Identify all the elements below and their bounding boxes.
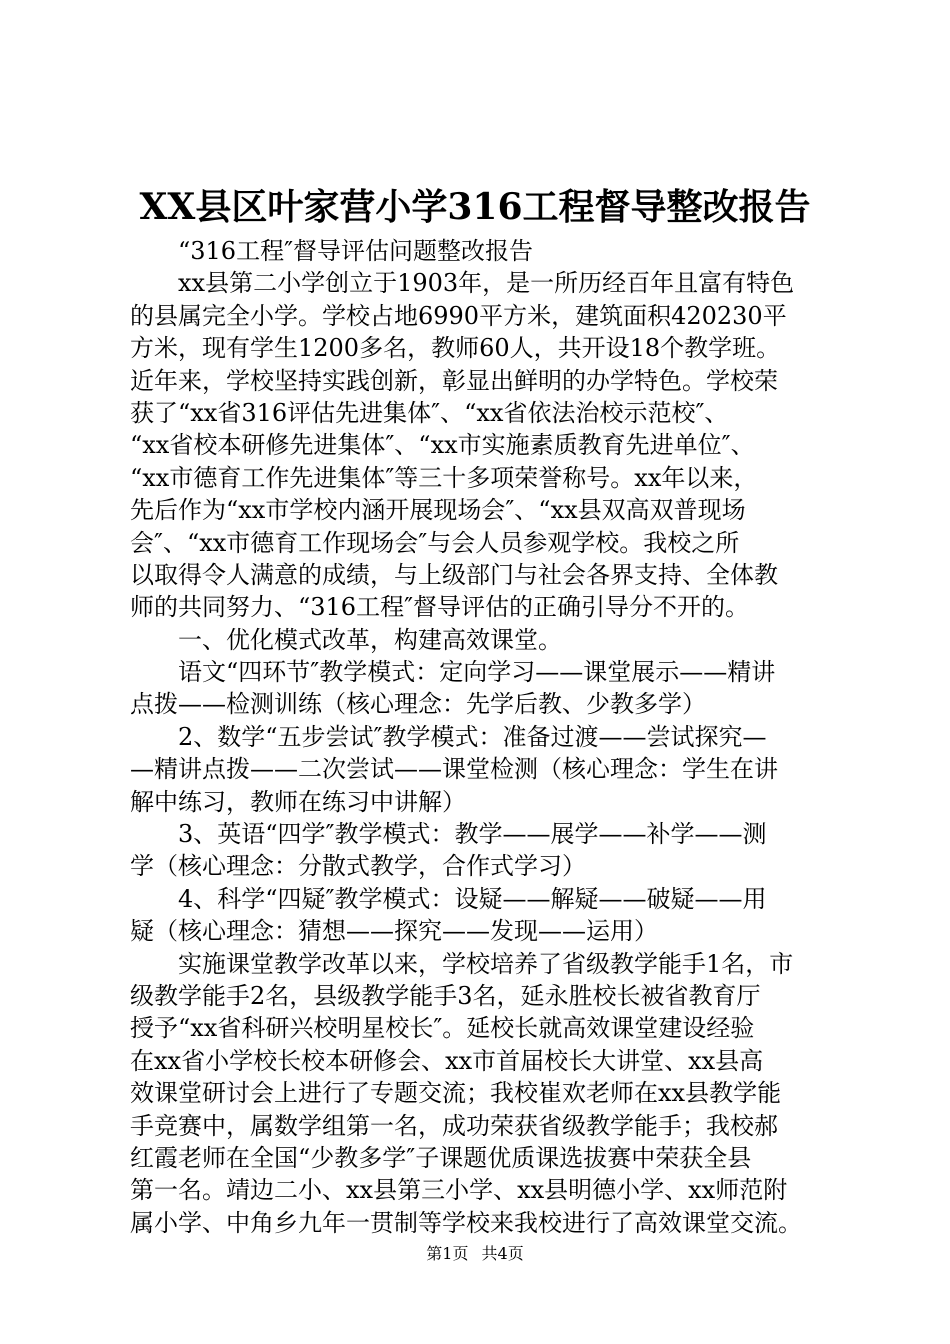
body-line: 实施课堂教学改革以来，学校培养了省级教学能手1名，市 xyxy=(178,949,794,978)
body-line: 2、数学“五步尝试″教学模式：准备过渡——尝试探究— xyxy=(178,722,767,751)
body-line: 手竞赛中，属数学组第一名，成功荣获省级教学能手；我校郝 xyxy=(130,1111,778,1140)
body-line: 第一名。靖边二小、xx县第三小学、xx县明德小学、xx师范附 xyxy=(130,1176,788,1205)
body-line: 属小学、中角乡九年一贯制等学校来我校进行了高效课堂交流。 xyxy=(130,1208,802,1237)
body-line: 学（核心理念：分散式教学，合作式学习） xyxy=(130,852,586,881)
body-line: “xx市德育工作先进集体″等三十多项荣誉称号。xx年以来， xyxy=(130,463,758,492)
body-line: “xx省校本研修先进集体″、“xx市实施素质教育先进单位″、 xyxy=(130,431,755,460)
document-body xyxy=(130,235,830,1239)
body-line: —精讲点拨——二次尝试——课堂检测（核心理念：学生在讲 xyxy=(130,755,778,784)
page-total: 共4页 xyxy=(481,1244,524,1263)
body-line: 师的共同努力、“316工程″督导评估的正确引导分不开的。 xyxy=(130,593,750,622)
document-title: XX县区叶家营小学316工程督导整改报告 xyxy=(139,186,811,228)
body-line: 近年来，学校坚持实践创新，彰显出鲜明的办学特色。学校荣 xyxy=(130,366,778,395)
body-line: 授予“xx省科研兴校明星校长″。延校长就高效课堂建设经验 xyxy=(130,1014,755,1043)
body-line: 语文“四环节″教学模式：定向学习——课堂展示——精讲 xyxy=(178,658,776,687)
section-heading: 一、优化模式改革，构建高效课堂。 xyxy=(178,625,562,654)
body-line: 先后作为“xx市学校内涵开展现场会″、“xx县双高双普现场 xyxy=(130,496,746,525)
body-line: xx县第二小学创立于1903年，是一所历经百年且富有特色 xyxy=(178,269,795,298)
body-line: 会″、“xx市德育工作现场会″与会人员参观学校。我校之所 xyxy=(130,528,740,557)
body-line: 红霞老师在全国“少教多学″子课题优质课选拔赛中荣获全县 xyxy=(130,1143,752,1172)
body-line: 级教学能手2名，县级教学能手3名，延永胜校长被省教育厅 xyxy=(130,981,761,1010)
page-number: 第1页 xyxy=(426,1244,469,1263)
body-line: 获了“xx省316评估先进集体″、“xx省依法治校示范校″、 xyxy=(130,398,729,427)
body-line: 以取得令人满意的成绩，与上级部门与社会各界支持、全体教 xyxy=(130,560,778,589)
page-footer xyxy=(0,1243,950,1265)
body-line: 方米，现有学生1200多名，教师60人，共开设18个教学班。 xyxy=(130,334,781,363)
body-line: “316工程″督导评估问题整改报告 xyxy=(178,237,534,265)
body-line: 的县属完全小学。学校占地6990平方米，建筑面积420230平 xyxy=(130,301,787,330)
body-line: 效课堂研讨会上进行了专题交流；我校崔欢老师在xx县教学能 xyxy=(130,1079,782,1108)
body-line: 疑（核心理念：猜想——探究——发现——运用） xyxy=(130,917,658,946)
body-line: 在xx省小学校长校本研修会、xx市首届校长大讲堂、xx县高 xyxy=(130,1046,764,1075)
body-line: 3、英语“四学″教学模式：教学——展学——补学——测 xyxy=(178,820,767,849)
body-line: 4、科学“四疑″教学模式：设疑——解疑——破疑——用 xyxy=(178,884,767,913)
body-line: 解中练习，教师在练习中讲解） xyxy=(130,787,466,816)
body-line: 点拨——检测训练（核心理念：先学后教、少教多学） xyxy=(130,690,706,719)
